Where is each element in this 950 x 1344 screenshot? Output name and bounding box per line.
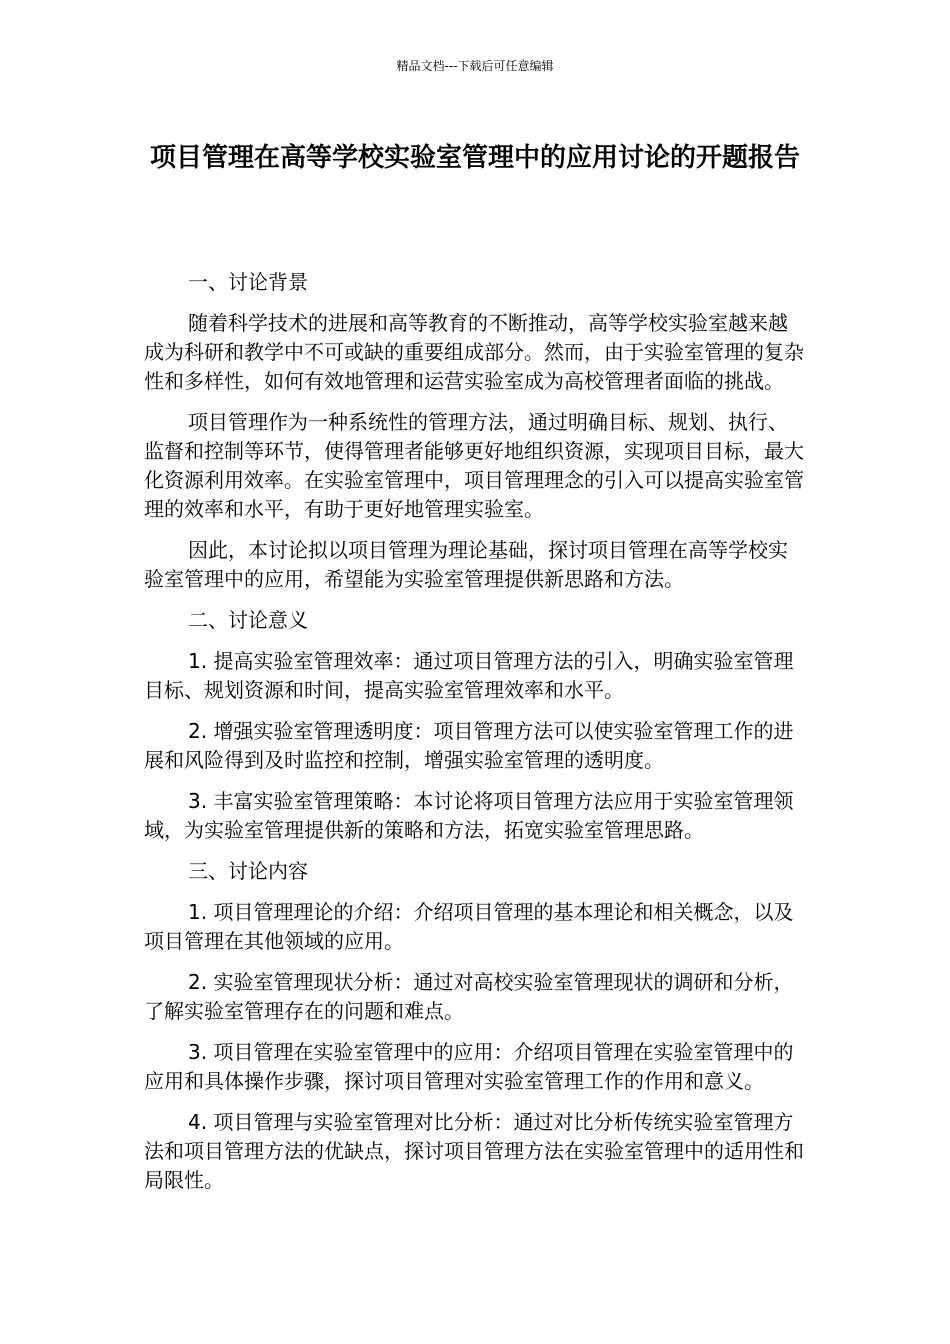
list-item: 1. 提高实验室管理效率：通过项目管理方法的引入，明确实验室管理目标、规划资源和时间，提高实验室管理效率和水平。 [144, 649, 794, 702]
paragraph: 因此，本讨论拟以项目管理为理论基础，探讨项目管理在高等学校实验室管理中的应用，希望能为实验室管理提供新思路和方法。 [144, 538, 788, 591]
section-heading-significance: 二、讨论意义 [188, 608, 308, 632]
list-item: 2. 实验室管理现状分析：通过对高校实验室管理现状的调研和分析，了解实验室管理存在的问题和难点。 [144, 970, 794, 1023]
paragraph: 随着科学技术的进展和高等教育的不断推动，高等学校实验室越来越成为科研和教学中不可或缺的重要组成部分。然而，由于实验室管理的复杂性和多样性，如何有效地管理和运营实验室成为高校管理者面临的挑战。 [144, 311, 804, 393]
list-item: 4. 项目管理与实验室管理对比分析：通过对比分析传统实验室管理方法和项目管理方法的优缺点，探讨项目管理方法在实验室管理中的适用性和局限性。 [144, 1110, 804, 1192]
list-item: 3. 丰富实验室管理策略：本讨论将项目管理方法应用于实验室管理领域，为实验室管理提供新的策略和方法，拓宽实验室管理思路。 [144, 789, 794, 842]
section-heading-background: 一、讨论背景 [188, 270, 308, 294]
list-item: 3. 项目管理在实验室管理中的应用：介绍项目管理在实验室管理中的应用和具体操作步骤，探讨项目管理对实验室管理工作的作用和意义。 [144, 1040, 794, 1093]
document-body [144, 268, 806, 1207]
page-header-note: 精品文档---下载后可任意编辑 [396, 59, 554, 73]
list-item: 1. 项目管理理论的介绍：介绍项目管理的基本理论和相关概念，以及项目管理在其他领域的应用。 [144, 900, 794, 953]
section-heading-content: 三、讨论内容 [188, 859, 308, 883]
paragraph: 项目管理作为一种系统性的管理方法，通过明确目标、规划、执行、监督和控制等环节，使得管理者能够更好地组织资源，实现项目目标，最大化资源利用效率。在实验室管理中，项目管理理念的引入可以提高实验室管理的效率和水平，有助于更好地管理实验室。 [144, 410, 804, 521]
document-title: 项目管理在高等学校实验室管理中的应用讨论的开题报告 [149, 143, 800, 173]
list-item: 2. 增强实验室管理透明度：项目管理方法可以使实验室管理工作的进展和风险得到及时监控和控制，增强实验室管理的透明度。 [144, 719, 794, 772]
